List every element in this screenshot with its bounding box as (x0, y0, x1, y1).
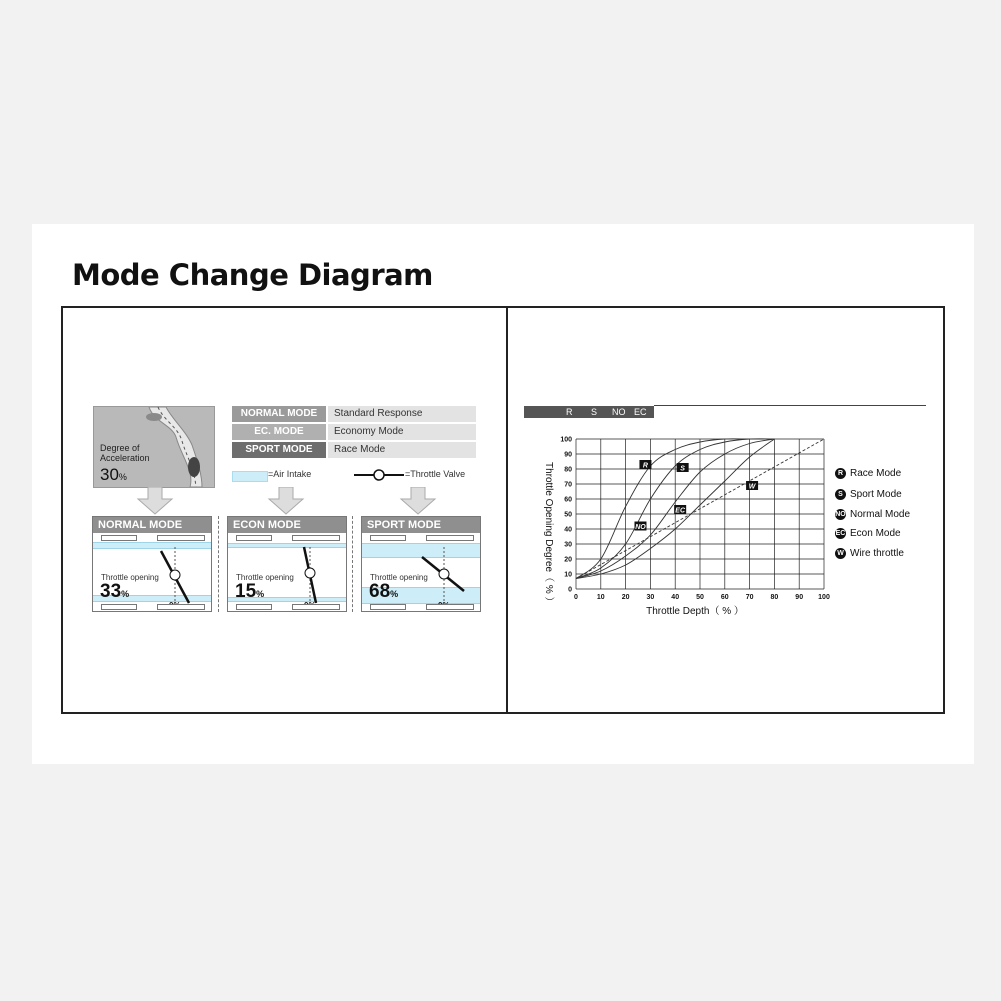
sport-badge-icon: S (835, 489, 846, 500)
normal-mode-box (92, 516, 212, 612)
duct-tab (292, 604, 340, 610)
y-tick-label: 80 (564, 466, 572, 474)
air-intake-legend: =Air Intake (268, 469, 312, 479)
panel-divider (506, 306, 508, 712)
throttle-opening-label: Throttle opening (236, 573, 294, 582)
x-tick-label: 20 (621, 594, 630, 601)
mode-value: Standard Response (328, 406, 476, 422)
chart-xlabel: Throttle Depth（ % ） (646, 606, 744, 617)
y-tick-label: 90 (564, 451, 572, 459)
x-tick-label: 80 (770, 594, 779, 601)
mode-box-title: ECON MODE (228, 517, 346, 533)
series-label: S (680, 465, 685, 473)
throttle-opening-value: 33% (100, 581, 130, 602)
air-intake-swatch (232, 471, 268, 482)
down-arrow-icon (399, 487, 437, 515)
strip-label: EC (634, 407, 647, 417)
x-tick-label: 90 (795, 594, 804, 601)
duct-tab (236, 604, 272, 610)
econ-mode-box (227, 516, 347, 612)
strip-label: S (591, 407, 598, 417)
y-tick-label: 60 (564, 496, 572, 504)
mode-box-title: SPORT MODE (362, 517, 480, 533)
mode-key: SPORT MODE (232, 442, 326, 458)
throttle-opening-value: 15% (235, 581, 265, 602)
x-tick-label: 10 (596, 594, 605, 601)
race-badge-icon: R (835, 468, 846, 479)
mode-key: NORMAL MODE (232, 406, 326, 422)
duct-tab (157, 604, 205, 610)
econ-badge-icon: EC (835, 530, 846, 537)
series-label: NO (635, 524, 646, 531)
legend-wire: W Wire throttle (835, 548, 904, 559)
road-photo (93, 406, 215, 488)
throttle-valve-icon (354, 468, 404, 482)
down-arrow-icon (136, 487, 174, 515)
mode-value: Economy Mode (328, 424, 476, 440)
mode-row-sport (232, 442, 476, 458)
throttle-opening-value: 68% (369, 581, 399, 602)
y-tick-label: 70 (564, 481, 572, 489)
legend-normal: NO Normal Mode (835, 509, 911, 521)
y-tick-label: 0 (568, 586, 572, 594)
acceleration-value: 30% (100, 465, 127, 484)
y-tick-label: 30 (564, 541, 572, 549)
y-tick-label: 50 (564, 511, 572, 519)
throttle-opening-label: Throttle opening (101, 573, 159, 582)
legend-sport: S Sport Mode (835, 489, 902, 500)
mode-key: EC. MODE (232, 424, 326, 440)
throttle-opening-label: Throttle opening (370, 573, 428, 582)
duct-tab (426, 604, 474, 610)
y-tick-label: 100 (560, 436, 572, 444)
series-label: W (748, 483, 756, 491)
mode-box-title: NORMAL MODE (93, 517, 211, 533)
series-label: R (642, 462, 648, 470)
y-tick-label: 10 (564, 571, 572, 579)
sport-mode-box (361, 516, 481, 612)
chart-ylabel: Throttle Opening Degree（ % ） (543, 462, 554, 607)
acceleration-label: Degree of Acceleration (100, 443, 150, 463)
down-arrow-icon (267, 487, 305, 515)
x-tick-label: 30 (646, 594, 655, 601)
throttle-chart (550, 430, 840, 605)
legend-race: R Race Mode (835, 468, 901, 479)
box-separator (352, 516, 353, 612)
x-tick-label: 40 (671, 594, 680, 601)
y-tick-label: 40 (564, 526, 572, 534)
series-label: EC (675, 507, 686, 515)
x-tick-label: 50 (696, 594, 704, 601)
strip-label: NO (612, 407, 626, 417)
legend-econ: EC Econ Mode (835, 528, 901, 540)
mode-row-normal (232, 406, 476, 422)
throttle-valve-legend: =Throttle Valve (405, 469, 466, 479)
strip-line (654, 405, 926, 406)
mode-row-econ (232, 424, 476, 440)
strip-label: R (566, 407, 573, 417)
page-title: Mode Change Diagram (72, 258, 433, 292)
y-tick-label: 20 (564, 556, 572, 564)
mode-strip (524, 406, 654, 418)
duct-tab (101, 604, 137, 610)
wire-badge-icon: W (835, 548, 846, 559)
normal-badge-icon: NO (835, 511, 846, 518)
box-separator (218, 516, 219, 612)
x-tick-label: 70 (745, 594, 754, 601)
x-tick-label: 100 (818, 594, 830, 601)
duct-tab (370, 604, 406, 610)
x-tick-label: 0 (574, 594, 578, 601)
mode-value: Race Mode (328, 442, 476, 458)
x-tick-label: 60 (720, 594, 729, 601)
